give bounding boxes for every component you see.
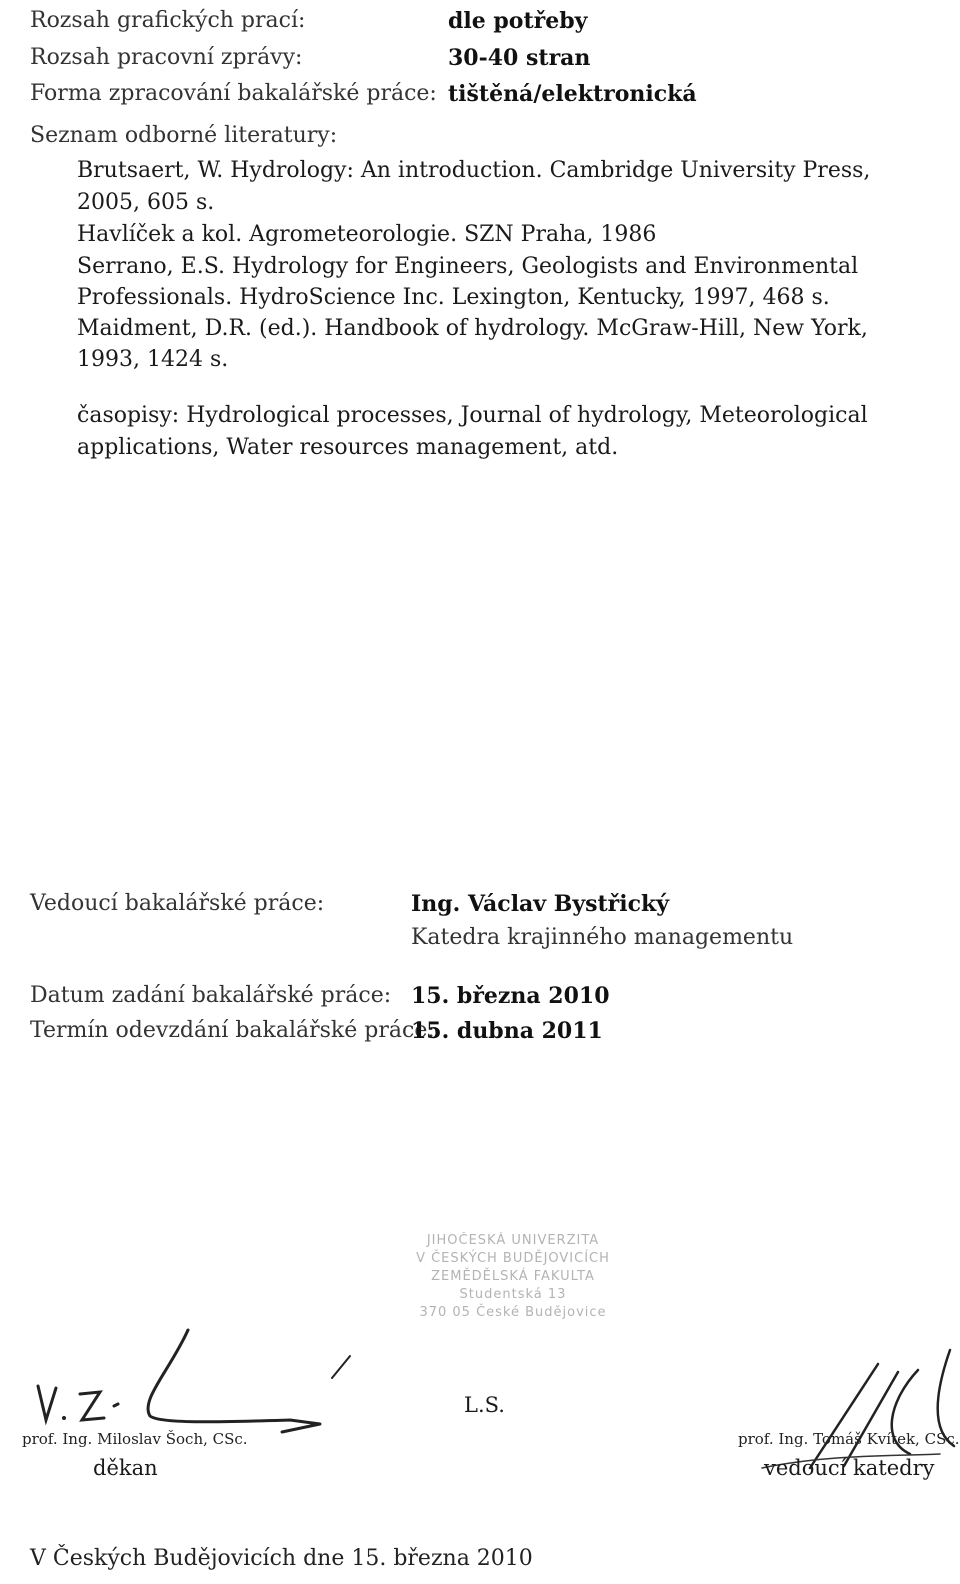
supervisor-name: Ing. Václav Bystřický <box>411 891 670 917</box>
locus-sigilli: L.S. <box>464 1393 505 1417</box>
department-head-name: prof. Ing. Tomáš Kvítek, CSc. <box>738 1430 960 1448</box>
stamp-line-4: Studentská 13 <box>459 1287 567 1302</box>
department-head-role: vedoucí katedry <box>764 1456 935 1480</box>
value-report-scope: 30-40 stran <box>448 45 591 71</box>
reference-4-line-1: Maidment, D.R. (ed.). Handbook of hydrology. McGraw-Hill, New York, <box>77 316 868 341</box>
supervisor-department: Katedra krajinného managementu <box>411 925 794 950</box>
label-report-scope: Rozsah pracovní zprávy: <box>30 45 303 70</box>
label-thesis-form: Forma zpracování bakalářské práce: <box>30 81 437 106</box>
label-submission-date: Termín odevzdání bakalářské práce: <box>30 1018 435 1043</box>
journals-line-2: applications, Water resources management, atd. <box>77 435 619 460</box>
stamp-line-5: 370 05 České Budějovice <box>419 1305 607 1320</box>
value-assignment-date: 15. března 2010 <box>411 983 610 1009</box>
reference-3-line-1: Serrano, E.S. Hydrology for Engineers, Geologists and Environmental <box>77 254 859 279</box>
reference-1-line-2: 2005, 605 s. <box>77 190 215 215</box>
dean-signature <box>20 1320 360 1440</box>
label-supervisor: Vedoucí bakalářské práce: <box>30 891 325 916</box>
stamp-line-1: JIHOČESKÁ UNIVERZITA <box>426 1233 600 1248</box>
label-graphic-scope: Rozsah grafických prací: <box>30 8 306 33</box>
reference-3-line-2: Professionals. HydroScience Inc. Lexington, Kentucky, 1997, 468 s. <box>77 285 830 310</box>
value-graphic-scope: dle potřeby <box>448 8 588 34</box>
value-thesis-form: tištěná/elektronická <box>448 81 697 107</box>
faculty-stamp <box>388 1232 638 1350</box>
literature-heading: Seznam odborné literatury: <box>30 123 338 148</box>
stamp-line-2: V ČESKÝCH BUDĚJOVICÍCH <box>416 1251 610 1266</box>
reference-1-line-1: Brutsaert, W. Hydrology: An introduction. Cambridge University Press, <box>77 158 871 183</box>
stamp-line-3: ZEMĚDĚLSKÁ FAKULTA <box>431 1269 595 1284</box>
label-assignment-date: Datum zadání bakalářské práce: <box>30 983 392 1008</box>
dean-name: prof. Ing. Miloslav Šoch, CSc. <box>22 1430 248 1448</box>
reference-2-line-1: Havlíček a kol. Agrometeorologie. SZN Praha, 1986 <box>77 222 657 247</box>
journals-line-1: časopisy: Hydrological processes, Journal of hydrology, Meteorological <box>77 403 868 428</box>
value-submission-date: 15. dubna 2011 <box>411 1018 603 1044</box>
reference-4-line-2: 1993, 1424 s. <box>77 347 229 372</box>
place-and-date: V Českých Budějovicích dne 15. března 2010 <box>30 1546 533 1571</box>
dean-role: děkan <box>93 1456 158 1480</box>
